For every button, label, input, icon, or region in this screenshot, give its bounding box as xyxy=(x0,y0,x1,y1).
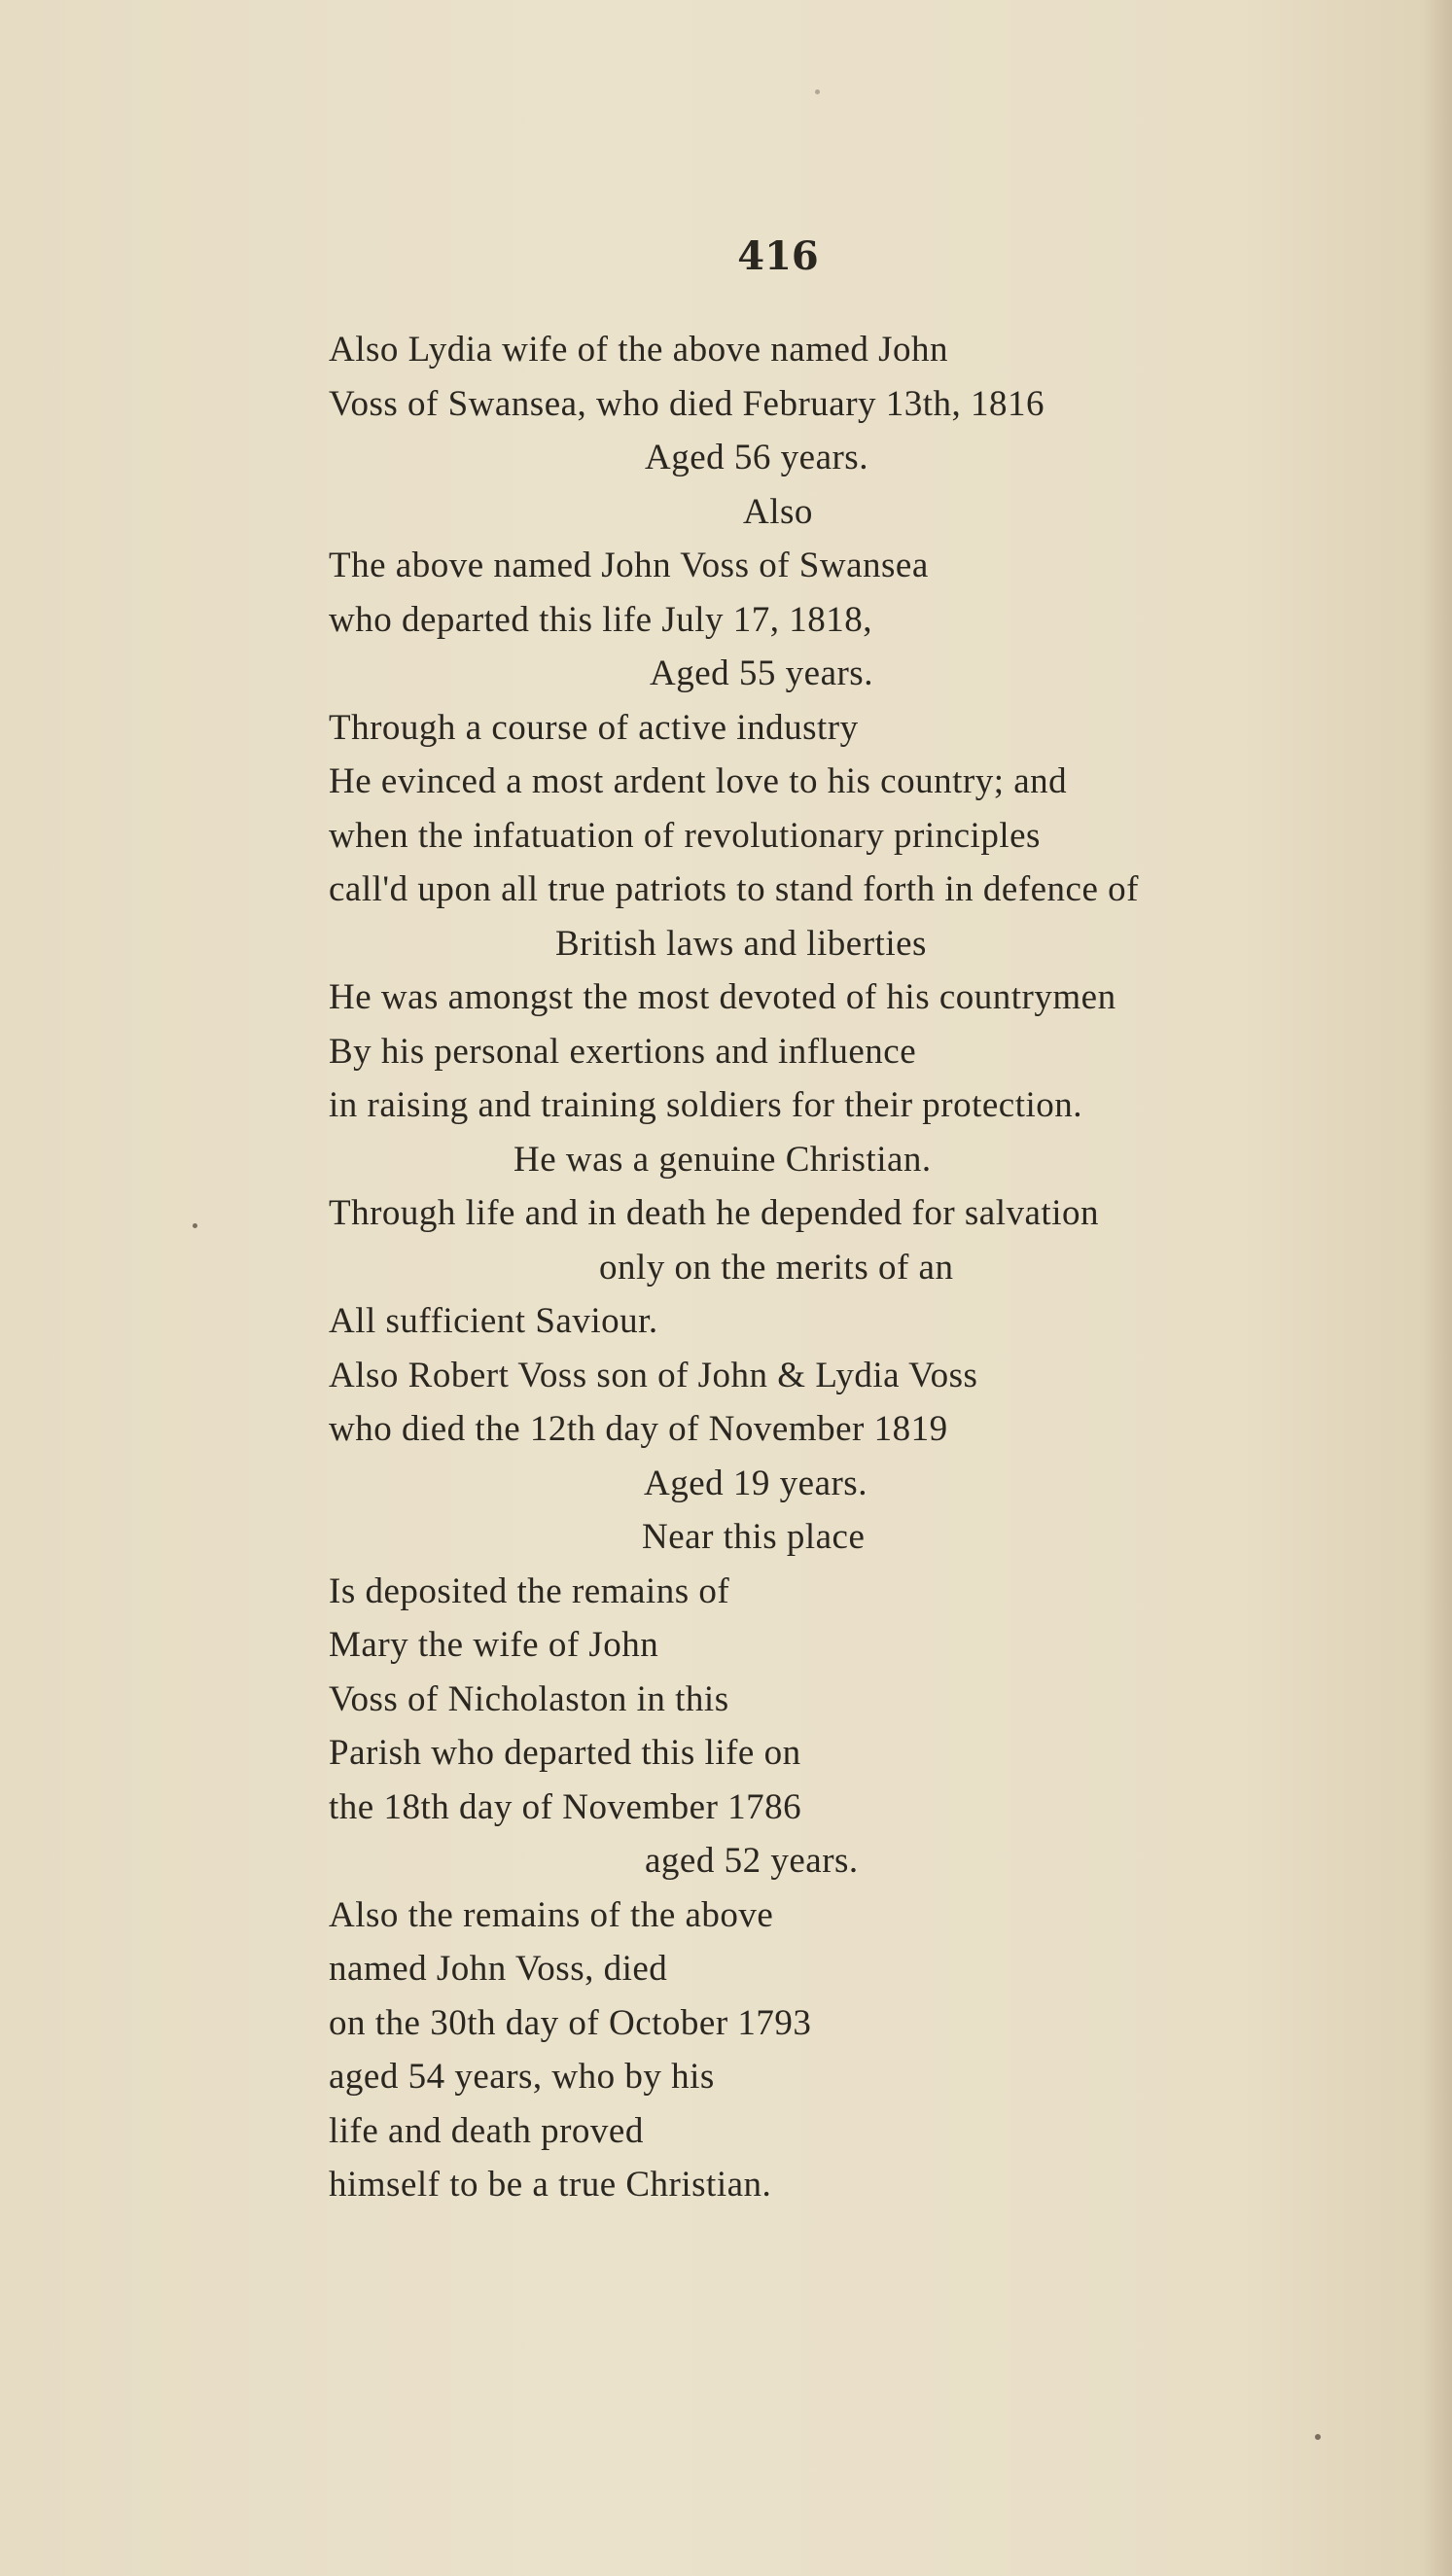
text-line: on the 30th day of October 1793 xyxy=(329,2002,812,2043)
text-line: Aged 56 years. xyxy=(645,438,868,477)
text-line: the 18th day of November 1786 xyxy=(329,1786,802,1827)
text-line: Mary the wife of John xyxy=(329,1625,659,1665)
text-line: Through life and in death he depended for salvation xyxy=(329,1193,1099,1233)
text-line: He was amongst the most devoted of his countrymen xyxy=(329,977,1116,1017)
text-line: who died the 12th day of November 1819 xyxy=(329,1409,948,1449)
text-line: himself to be a true Christian. xyxy=(329,2165,772,2205)
text-line: All sufficient Saviour. xyxy=(329,1301,658,1341)
text-line: He was a genuine Christian. xyxy=(514,1139,932,1180)
ink-speck xyxy=(815,89,820,94)
text-line: By his personal exertions and influence xyxy=(329,1031,917,1072)
text-line: The above named John Voss of Swansea xyxy=(329,546,929,585)
text-line: Near this place xyxy=(642,1517,866,1557)
epitaph-text xyxy=(329,323,1399,2212)
text-line: named John Voss, died xyxy=(329,1949,668,1989)
text-line: Also Lydia wife of the above named John xyxy=(329,330,949,370)
ink-speck xyxy=(193,1223,197,1228)
text-line: Voss of Nicholaston in this xyxy=(329,1678,729,1719)
text-line: call'd upon all true patriots to stand forth in defence of xyxy=(329,869,1139,909)
text-line: only on the merits of an xyxy=(599,1247,954,1288)
text-line: when the infatuation of revolutionary principles xyxy=(329,815,1041,856)
ink-speck xyxy=(1315,2434,1321,2440)
text-line: Also the remains of the above xyxy=(329,1894,774,1935)
text-line: Is deposited the remains of xyxy=(329,1570,730,1611)
text-line: Through a course of active industry xyxy=(329,707,859,748)
text-line: aged 52 years. xyxy=(645,1841,859,1881)
text-line: Also Robert Voss son of John & Lydia Voss xyxy=(329,1355,978,1395)
text-line: Voss of Swansea, who died February 13th, 1816 xyxy=(329,383,1045,424)
page-number: 416 xyxy=(737,233,819,279)
text-line: aged 54 years, who by his xyxy=(329,2057,715,2097)
text-line: in raising and training soldiers for their protection. xyxy=(329,1085,1083,1125)
text-line: Aged 19 years. xyxy=(644,1463,868,1503)
text-line: Parish who departed this life on xyxy=(329,1733,801,1773)
text-line: Also xyxy=(743,491,813,532)
text-line: who departed this life July 17, 1818, xyxy=(329,599,873,640)
text-line: He evinced a most ardent love to his country; and xyxy=(329,761,1068,801)
page-edge-shadow xyxy=(1423,0,1452,2576)
text-line: life and death proved xyxy=(329,2110,644,2151)
text-line: British laws and liberties xyxy=(555,923,927,964)
text-line: Aged 55 years. xyxy=(650,653,873,693)
